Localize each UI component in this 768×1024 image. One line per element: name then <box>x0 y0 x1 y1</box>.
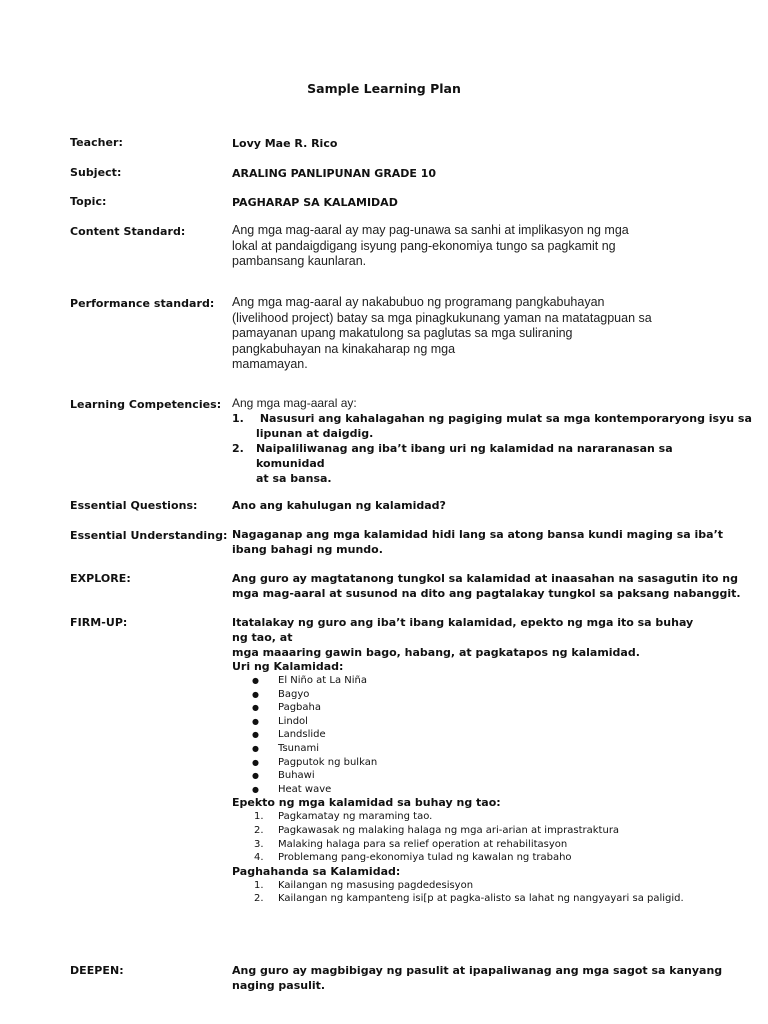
bullet-icon: ● <box>252 716 259 726</box>
text-line: Nagaganap ang mga kalamidad hidi lang sa atong bansa kundi maging sa iba’t <box>232 528 724 541</box>
explore-label: EXPLORE: <box>70 572 131 585</box>
teacher-label: Teacher: <box>70 136 123 149</box>
learning-competencies-text <box>232 396 752 486</box>
list-item-text: Buhawi <box>278 770 315 782</box>
performance-standard-label: Performance standard: <box>70 297 215 310</box>
deepen-label: DEEPEN: <box>70 964 124 977</box>
list-item-text: Heat wave <box>278 783 332 795</box>
firm-up-label: FIRM-UP: <box>70 616 128 629</box>
list-item <box>252 688 712 702</box>
text-line: (livelihood project) batay sa mga pinagkukunang yaman na matatagpuan sa <box>232 310 652 325</box>
list-item <box>252 701 712 715</box>
list-item <box>252 756 712 770</box>
bullet-icon: ● <box>252 757 259 767</box>
bullet-icon: ● <box>252 676 259 685</box>
text-line: Naipaliliwanag ang iba’t ibang uri ng kalamidad na nararanasan sa komunidad <box>256 442 673 470</box>
list-number: 1. <box>232 412 244 425</box>
list-item <box>232 441 702 486</box>
effects-list <box>232 810 712 864</box>
text-line: Ang guro ay magbibigay ng pasulit at ipapaliwanag ang mga sagot sa kanyang <box>232 964 723 977</box>
list-item-text: El Niño at La Niña <box>278 675 367 686</box>
text-line: mga maaaring gawin bago, habang, at pagkatapos ng kalamidad. <box>232 646 640 659</box>
topic-label: Topic: <box>70 195 107 208</box>
list-item <box>254 824 712 838</box>
essential-questions-label: Essential Questions: <box>70 499 198 512</box>
list-item <box>252 674 712 688</box>
explore-text <box>232 571 741 601</box>
text-line: pamayanan upang makatulong sa paglutas sa mga suliraning <box>232 326 573 340</box>
list-item-text: Bagyo <box>278 688 310 700</box>
list-item-text: Tsunami <box>278 742 319 754</box>
text-line: Ang mga mag-aaral ay nakabubuo ng programang pangkabuhayan <box>232 295 605 309</box>
content-standard-label: Content Standard: <box>70 225 186 238</box>
list-number: 2. <box>232 442 244 455</box>
text-line: lokal at pandaigdigang isyung pang-ekonomiya tungo sa pagkamit ng <box>232 238 616 253</box>
list-number: 2. <box>254 893 264 905</box>
bullet-icon: ● <box>252 771 259 781</box>
bullet-icon: ● <box>252 743 259 753</box>
text-line: Nasusuri ang kahalagahan ng pagiging mulat sa mga kontemporaryong isyu sa <box>256 412 752 425</box>
list-number: 1. <box>254 811 264 823</box>
teacher-value: Lovy Mae R. Rico <box>232 137 338 150</box>
text-line: ibang bahagi ng mundo. <box>232 543 383 556</box>
deepen-text <box>232 963 722 993</box>
performance-standard-text <box>232 295 652 373</box>
list-item-text: Kailangan ng kampanteng isi[p at pagka-alisto sa lahat ng nangyayari sa paligid. <box>278 893 684 905</box>
list-item <box>254 810 712 824</box>
text-line: lipunan at daigdig. <box>256 427 374 440</box>
list-item-text: Kailangan ng masusing pagdedesisyon <box>278 879 474 891</box>
bullet-icon: ● <box>252 703 259 713</box>
text-line: pangkabuhayan na kinakaharap ng mga <box>232 341 456 356</box>
list-item <box>254 838 712 852</box>
text-line: naging pasulit. <box>232 979 326 992</box>
text-line: at sa bansa. <box>256 472 332 485</box>
list-item-text: Pagkawasak ng malaking halaga ng mga ari-arian at imprastraktura <box>278 824 620 836</box>
document-title: Sample Learning Plan <box>307 81 461 96</box>
list-item-text: Pagbaha <box>278 702 321 714</box>
text-line: Ang guro ay magtatanong tungkol sa kalamidad at inaasahan na sasagutin ito ng <box>232 572 739 585</box>
text-line: Itatalakay ng guro ang iba’t ibang kalamidad, epekto ng mga ito sa buhay ng tao, at <box>232 616 694 644</box>
list-item-text: Malaking halaga para sa relief operation at rehabilitasyon <box>278 838 568 850</box>
list-item-text: Pagkamatay ng maraming tao. <box>278 811 433 823</box>
list-item <box>252 783 712 797</box>
list-item-text: Landslide <box>278 729 326 741</box>
list-item <box>252 769 712 783</box>
list-item <box>252 715 712 729</box>
preparation-list <box>232 879 712 906</box>
list-number: 4. <box>254 852 264 864</box>
bullet-icon: ● <box>252 784 259 794</box>
types-heading: Uri ng Kalamidad: <box>232 660 344 673</box>
text-line: mamamayan. <box>232 357 308 371</box>
list-number: 1. <box>254 879 264 891</box>
types-list <box>232 674 712 796</box>
list-number: 3. <box>254 838 264 850</box>
text-line: pambansang kaunlaran. <box>232 254 367 268</box>
list-item <box>232 411 752 441</box>
list-item-text: Pagputok ng bulkan <box>278 756 378 768</box>
subject-value: ARALING PANLIPUNAN GRADE 10 <box>232 167 437 180</box>
list-item-text: Lindol <box>278 715 308 727</box>
essential-questions-value: Ano ang kahulugan ng kalamidad? <box>232 499 446 512</box>
list-item <box>254 892 712 906</box>
content-standard-text <box>232 223 629 270</box>
preparation-heading: Paghahanda sa Kalamidad: <box>232 864 401 878</box>
competencies-intro: Ang mga mag-aaral ay: <box>232 396 357 410</box>
essential-understanding-label: Essential Understanding: <box>70 529 228 542</box>
bullet-icon: ● <box>252 689 259 699</box>
list-item <box>252 728 712 742</box>
list-item <box>254 879 712 893</box>
topic-value: PAGHARAP SA KALAMIDAD <box>232 196 398 209</box>
text-line: Ang mga mag-aaral ay may pag-unawa sa sanhi at implikasyon ng mga <box>232 223 629 237</box>
essential-understanding-text <box>232 527 723 557</box>
learning-competencies-label: Learning Competencies: <box>70 398 222 411</box>
bullet-icon: ● <box>252 730 259 740</box>
subject-label: Subject: <box>70 166 122 179</box>
list-item-text: Problemang pang-ekonomiya tulad ng kawalan ng trabaho <box>278 852 572 864</box>
list-item <box>254 851 712 865</box>
list-item <box>252 742 712 756</box>
effects-heading: Epekto ng mga kalamidad sa buhay ng tao: <box>232 796 501 810</box>
list-number: 2. <box>254 824 264 836</box>
firm-up-content <box>232 615 712 906</box>
text-line: mga mag-aaral at susunod na dito ang pagtalakay tungkol sa paksang nabanggit. <box>232 587 741 600</box>
